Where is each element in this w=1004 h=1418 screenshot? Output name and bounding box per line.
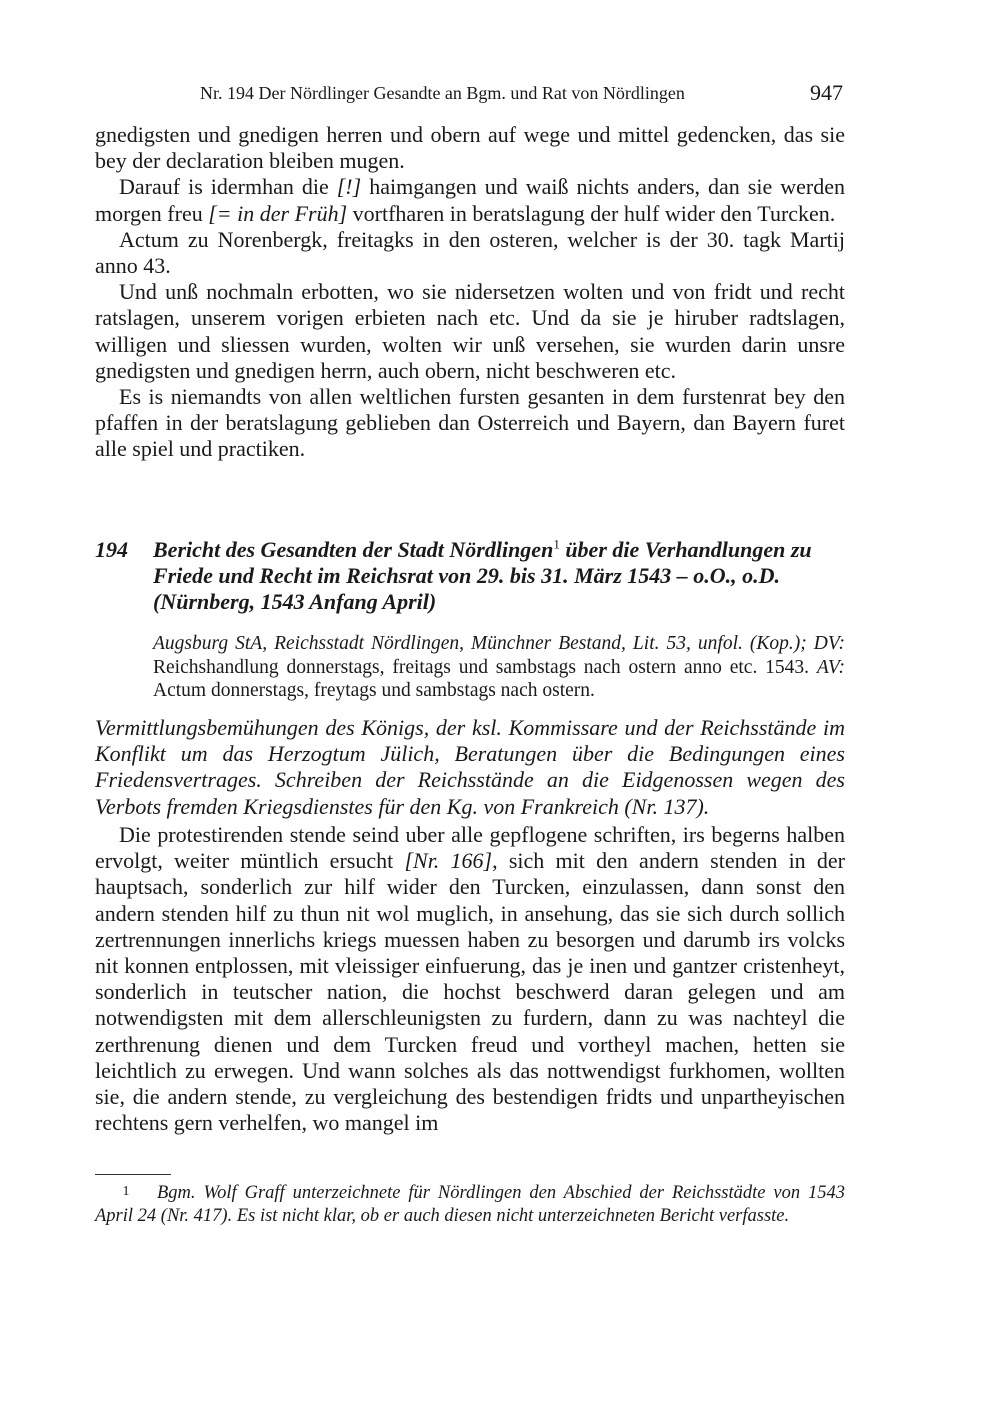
paragraph: gnedigsten und gnedigen herren und obern auf wege und mittel gedencken, das sie bey der declaration bleiben mugen. bbox=[95, 122, 845, 174]
page-number: 947 bbox=[810, 80, 843, 105]
paragraph: Darauf is idermhan die [!] haimgangen und waiß nichts anders, dan sie werden morgen freu [= in der Früh] vortfharen in beratslagung der hulf wider den Turcken. bbox=[95, 174, 845, 226]
footnote bbox=[95, 1180, 845, 1228]
continued-text bbox=[95, 122, 845, 463]
running-head bbox=[95, 80, 845, 110]
paragraph: Es is niemandts von allen weltlichen fursten gesanten in dem furstenrat bey den pfaffen in der beratslagung geblieben dan Osterreich und Bayern, dan Bayern furet alle spiel und practiken. bbox=[95, 384, 845, 462]
source-reference: Augsburg StA, Reichsstadt Nördlingen, Münchner Bestand, Lit. 53, unfol. (Kop.); DV: Reichshandlung donnerstags, freitags und sambstags nach ostern anno etc. 1543. AV: Actum donnerstags, freytags und sambstags nach ostern. bbox=[153, 633, 845, 701]
document-title: Bericht des Gesandten der Stadt Nördlingen$^1$ über die Verhandlungen zu Friede und Recht im Reichsrat von 29. bis 31. März 1543 – o.O., o.D. (Nürnberg, 1543 Anfang April) bbox=[153, 536, 812, 614]
paragraph: Die protestirenden stende seind uber alle gepflogene schriften, irs begerns halben ervolgt, weiter müntlich ersucht [Nr. 166], sich mit den andern stenden in der hauptsach, sonderlich zur hilf wider den Turcken, einzulassen, dann sonst den andern stenden hilf zu thun nit wol muglich, in ansehung, das sie sich durch sollich zertrennungen innerlichs kriegs muessen haben zu besorgen und darumb irs volcks nit konnen entplossen, mit vleissiger einfuerung, das je inen und gantzer cristenheyt, sonderlich in teutscher nation, die hochst beschwerd daran gelegen und am notwendigsten mit dem allerschleunigsten zu furdern, dann zu was nachteyl die zerthrenung dienen und dem Turcken freud und vortheyl machen, hetten sie leichtlich zu erwegen. Und wann solches als das nottwendigst furkhomen, wollten sie, die andern stende, zu vergleichung des bestendigen fridts und unpartheyischen rechtens gern verhelfen, wo mangel im bbox=[95, 822, 846, 1136]
editorial-note: [= in der Früh] bbox=[208, 200, 348, 226]
document-body bbox=[95, 822, 845, 1136]
cross-reference: [Nr. 166] bbox=[404, 848, 493, 874]
document-summary: Vermittlungsbemühungen des Königs, der ksl. Kommissare und der Reichsstände im Konflikt um das Herzogtum Jülich, Beratungen über die Bedingungen eines Friedensvertrages. Schreiben der Reichsstände an die Eidgenossen wegen des Verbots fremden Kriegsdienstes für den Kg. von Frankreich (Nr. 137). bbox=[95, 715, 845, 819]
paragraph: Actum zu Norenbergk, freitagks in den osteren, welcher is der 30. tagk Martij anno 43. bbox=[95, 226, 845, 279]
footnote-number: 1 bbox=[122, 1184, 130, 1199]
running-head-title: Nr. 194 Der Nördlinger Gesandte an Bgm. und Rat von Nördlingen bbox=[200, 83, 685, 103]
footnote-marker[interactable]: 1 bbox=[553, 536, 560, 552]
document-number: 194 bbox=[95, 537, 128, 562]
editorial-note: [!] bbox=[336, 174, 362, 200]
paragraph: Und unß nochmaln erbotten, wo sie nidersetzen wolten und von fridt und recht ratslagen, unserem vorigen erbieten nach etc. Und da sie je hiruber radtslagen, willigen und sliessen wurden, wolten wir unß versehen, sie wurden darin unsre gnedigsten und gnedigen herrn, auch obern, nicht beschweren etc. bbox=[95, 279, 845, 383]
footnote-text: Bgm. Wolf Graff unterzeichnete für Nördlingen den Abschied der Reichsstädte von 1543 April 24 (Nr. 417). Es ist nicht klar, ob er auch diesen nicht unterzeichneten Bericht verfasste. bbox=[95, 1183, 845, 1226]
footnote-rule bbox=[95, 1174, 171, 1175]
